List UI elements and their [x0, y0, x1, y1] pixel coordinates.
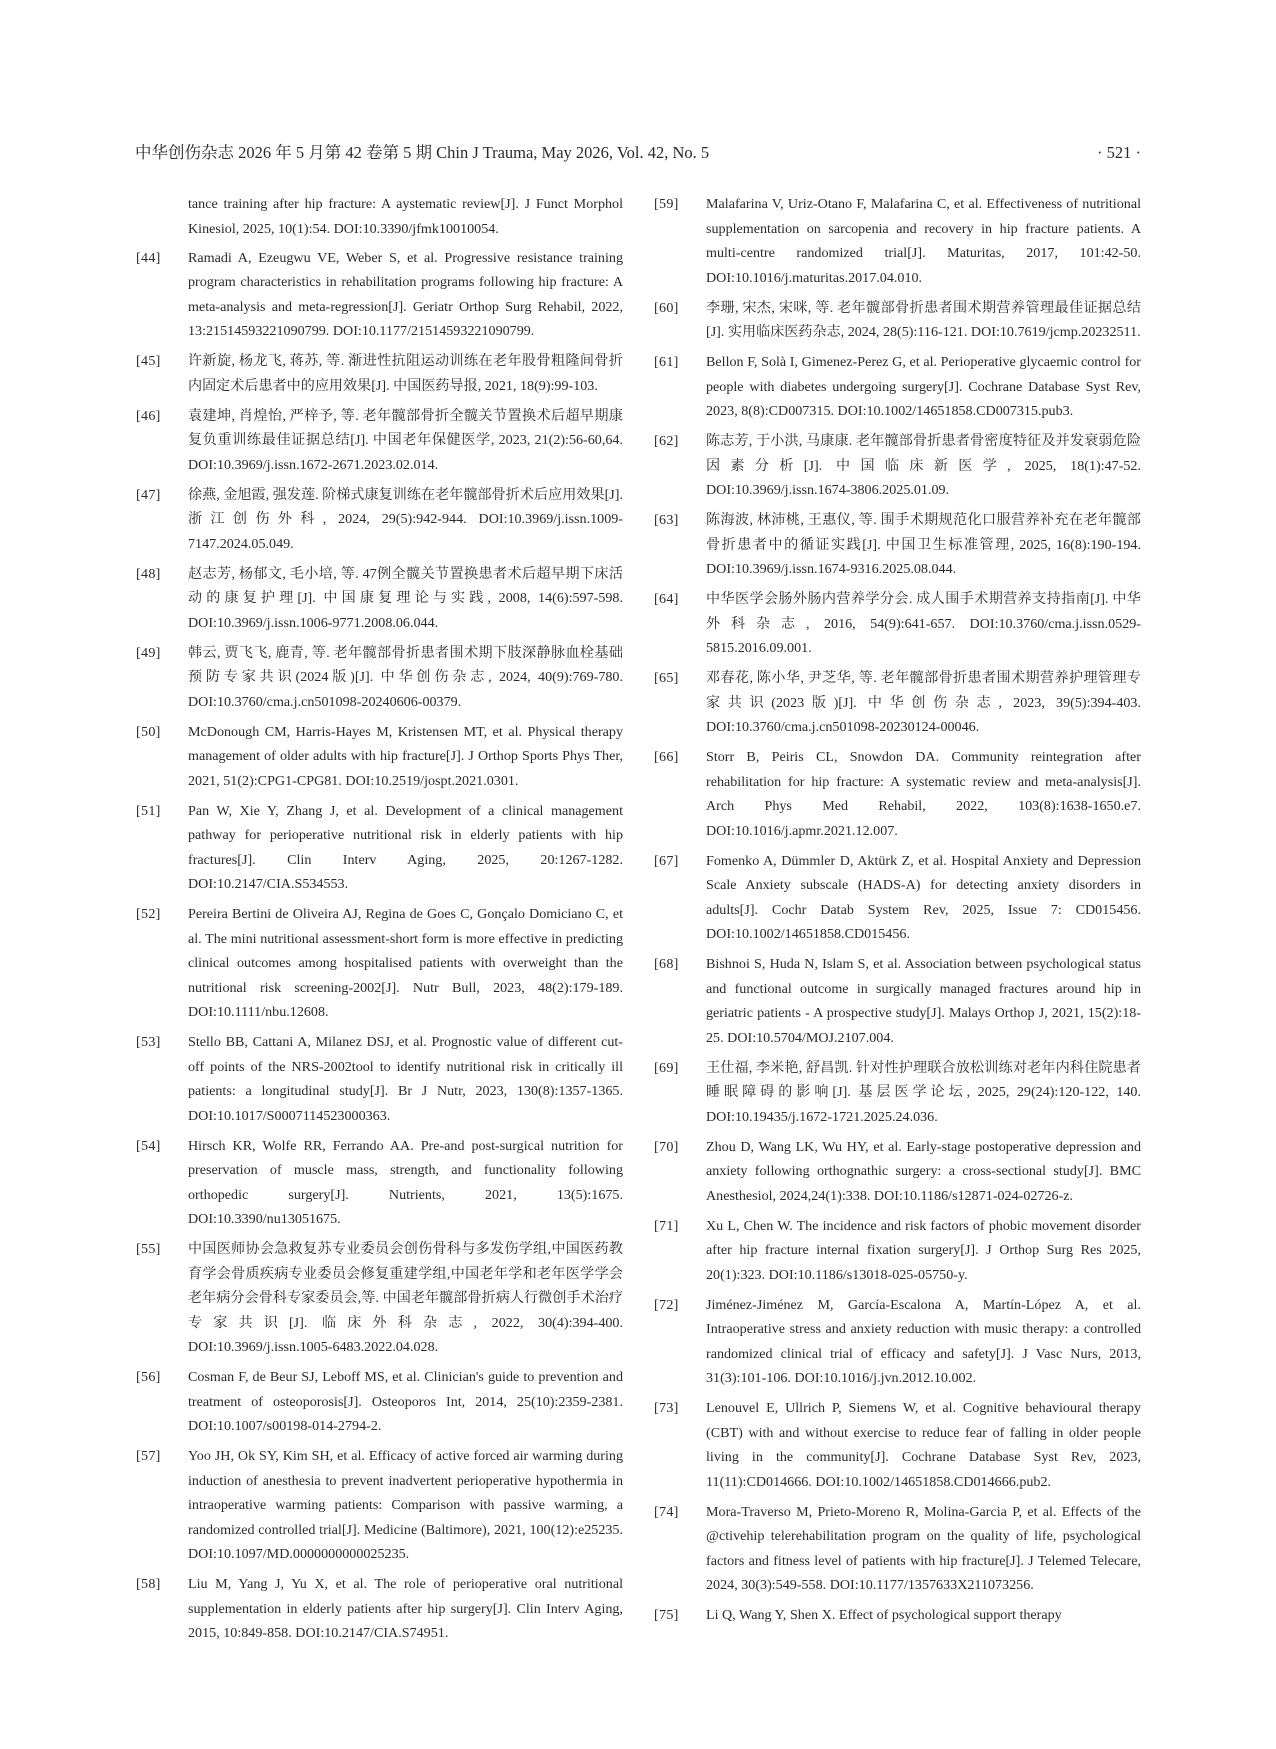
reference-item	[135, 1030, 623, 1128]
running-header	[135, 138, 1141, 168]
reference-column-left	[135, 192, 623, 1651]
reference-number: [59]	[654, 196, 679, 212]
reference-number: [65]	[654, 670, 679, 686]
reference-text: 陈海波, 林沛桃, 王惠仪, 等. 围手术期规范化口服营养补充在老年髋部骨折患者中的循证实践[J]. 中国卫生标准管理, 2025, 16(8):190-194. DOI:10.3969/j.issn.1674-9316.2025.08.044.	[706, 512, 1141, 577]
reference-item	[653, 429, 1141, 503]
reference-number: [57]	[136, 1448, 161, 1464]
reference-item	[653, 849, 1141, 947]
reference-text: Zhou D, Wang LK, Wu HY, et al. Early-stage postoperative depression and anxiety following orthognathic surgery: a cross-sectional study[J]. BMC Anesthesiol, 2024,24(1):338. DOI:10.1186/s12871-024-02726-z.	[706, 1138, 1141, 1204]
reference-text: Bellon F, Solà I, Gimenez-Perez G, et al. Perioperative glycaemic control for people with diabetes undergoing surgery[J]. Cochrane Database Syst Rev, 2023, 8(8):CD007315. DOI:10.1002/14651858.CD007315.pub3.	[706, 354, 1141, 419]
reference-number: [56]	[136, 1369, 161, 1385]
reference-number: [75]	[654, 1607, 679, 1623]
reference-item	[653, 666, 1141, 740]
reference-text: 韩云, 贾飞飞, 鹿青, 等. 老年髋部骨折患者围术期下肢深静脉血栓基础预防专家共识(2024版)[J]. 中华创伤杂志, 2024, 40(9):769-780. DOI:10.3760/cma.j.cn501098-20240606-00379.	[188, 644, 623, 710]
reference-item	[135, 562, 623, 636]
reference-number: [63]	[654, 512, 679, 528]
reference-number: [58]	[136, 1576, 161, 1592]
reference-text: McDonough CM, Harris-Hayes M, Kristensen MT, et al. Physical therapy management of older adults with hip fracture[J]. J Orthop Sports Phys Ther, 2021, 51(2):CPG1-CPG81. DOI:10.2519/jospt.2021.0301.	[188, 723, 623, 789]
reference-item	[135, 1365, 623, 1439]
reference-number: [69]	[654, 1059, 679, 1076]
reference-item	[653, 1603, 1141, 1628]
reference-number: [68]	[654, 956, 679, 972]
reference-number: [49]	[136, 644, 161, 661]
reference-text: Bishnoi S, Huda N, Islam S, et al. Association between psychological status and functional outcome in surgically managed fractures around hip in geriatric patients - A prospective study[J]. Malays Orthop J, 2021, 15(2):18-25. DOI:10.5704/MOJ.2107.004.	[706, 956, 1141, 1046]
reference-text: 许新旋, 杨龙飞, 蒋苏, 等. 渐进性抗阻运动训练在老年股骨粗隆间骨折内固定术后患者中的应用效果[J]. 中国医药导报, 2021, 18(9):99-103.	[188, 353, 623, 394]
reference-item	[135, 1237, 623, 1360]
reference-number: [64]	[654, 591, 679, 607]
reference-text: Fomenko A, Dümmler D, Aktürk Z, et al. Hospital Anxiety and Depression Scale Anxiety subscale (HADS-A) for detecting anxiety disorders in adults[J]. Cochr Datab System Rev, 2025, Issue 7: CD015456. DOI:10.1002/14651858.CD015456.	[706, 852, 1141, 942]
reference-item	[135, 799, 623, 897]
reference-number: [54]	[136, 1137, 161, 1154]
reference-number: [48]	[136, 565, 161, 582]
reference-number: [60]	[654, 299, 679, 316]
reference-number: [55]	[136, 1241, 161, 1257]
reference-item	[653, 296, 1141, 345]
reference-number: [70]	[654, 1138, 679, 1155]
reference-item	[135, 641, 623, 715]
reference-number: [44]	[136, 249, 161, 266]
reference-item	[135, 349, 623, 398]
reference-text: Pan W, Xie Y, Zhang J, et al. Development of a clinical management pathway for perioperative nutritional risk in elderly patients with hip fractures[J]. Clin Interv Aging, 2025, 20:1267-1282. DOI:10.2147/CIA.S534553.	[188, 802, 623, 892]
reference-number: [46]	[136, 407, 161, 424]
reference-text: Liu M, Yang J, Yu X, et al. The role of perioperative oral nutritional supplementation in elderly patients after hip surgery[J]. Clin Interv Aging, 2015, 10:849-858. DOI:10.2147/CIA.S74951.	[188, 1576, 623, 1641]
reference-item	[653, 1135, 1141, 1209]
reference-item	[135, 1572, 623, 1646]
reference-text: 王仕福, 李米艳, 舒昌凯. 针对性护理联合放松训练对老年内科住院患者睡眠障碍的影响[J]. 基层医学论坛, 2025, 29(24):120-122, 140. DOI:10.19435/j.1672-1721.2025.24.036.	[706, 1059, 1141, 1125]
reference-text: 李珊, 宋杰, 宋咪, 等. 老年髋部骨折患者围术期营养管理最佳证据总结[J]. 实用临床医药杂志, 2024, 28(5):116-121. DOI:10.7619/jcmp.20232511.	[706, 299, 1141, 340]
reference-number: [66]	[654, 749, 679, 765]
reference-number: [50]	[136, 723, 161, 740]
journal-citation-header: 中华创伤杂志 2026 年 5 月第 42 卷第 5 期 Chin J Trauma, May 2026, Vol. 42, No. 5	[135, 143, 710, 162]
reference-number: [73]	[654, 1400, 679, 1416]
reference-item	[653, 350, 1141, 424]
reference-item	[653, 1214, 1141, 1288]
reference-number: [62]	[654, 433, 679, 449]
reference-number: [51]	[136, 802, 161, 819]
reference-text: 赵志芳, 杨郁文, 毛小培, 等. 47例全髋关节置换患者术后超早期下床活动的康复护理[J]. 中国康复理论与实践, 2008, 14(6):597-598. DOI:10.3969/j.issn.1006-9771.2008.06.044.	[188, 565, 623, 631]
reference-text: 中国医师协会急救复苏专业委员会创伤骨科与多发伤学组,中国医药教育学会骨质疾病专业委员会修复重建学组,中国老年学和老年医学学会老年病分会骨科专家委员会,等. 中国老年髋部骨折病人行微创手术治疗专家共识[J]. 临床外科杂志, 2022, 30(4):394-400. DOI:10.3969/j.issn.1005-6483.2022.04.028.	[188, 1241, 623, 1355]
reference-number: [72]	[654, 1296, 679, 1313]
reference-text: Jiménez-Jiménez M, García-Escalona A, Martín-López A, et al. Intraoperative stress and anxiety reduction with music therapy: a controlled randomized clinical trial of efficacy and safety[J]. J Vasc Nurs, 2013, 31(3):101-106. DOI:10.1016/j.jvn.2012.10.002.	[706, 1296, 1141, 1386]
reference-column-right	[653, 192, 1141, 1633]
reference-item	[653, 1293, 1141, 1391]
reference-item	[653, 508, 1141, 582]
reference-number: [47]	[136, 486, 161, 503]
reference-text: Mora-Traverso M, Prieto-Moreno R, Molina-Garcia P, et al. Effects of the @ctivehip telerehabilitation program on the quality of life, psychological factors and fitness level of patients with hip fracture[J]. J Telemed Telecare, 2024, 30(3):549-558. DOI:10.1177/1357633X211073256.	[706, 1503, 1141, 1593]
reference-text: 袁建坤, 肖煌怡, 严梓予, 等. 老年髋部骨折全髋关节置换术后超早期康复负重训练最佳证据总结[J]. 中国老年保健医学, 2023, 21(2):56-60,64. DOI:10.3969/j.issn.1672-2671.2023.02.014.	[188, 407, 623, 473]
reference-text: Xu L, Chen W. The incidence and risk factors of phobic movement disorder after hip fracture internal fixation surgery[J]. J Orthop Surg Res 2025, 20(1):323. DOI:10.1186/s13018-025-05750-y.	[706, 1217, 1141, 1283]
reference-number: [67]	[654, 852, 679, 869]
reference-text: 徐燕, 金旭霞, 强发莲. 阶梯式康复训练在老年髋部骨折术后应用效果[J]. 浙江创伤外科, 2024, 29(5):942-944. DOI:10.3969/j.issn.1009-7147.2024.05.049.	[188, 486, 623, 552]
reference-item	[135, 404, 623, 478]
reference-text: Ramadi A, Ezeugwu VE, Weber S, et al. Progressive resistance training program characteristics in rehabilitation programs following hip fracture: A meta-analysis and meta-regression[J]. Geriatr Orthop Surg Rehabil, 2022, 13:21514593221090799. DOI:10.1177/21514593221090799.	[188, 249, 623, 339]
reference-text: Storr B, Peiris CL, Snowdon DA. Community reintegration after rehabilitation for hip fracture: A systematic review and meta-analysis[J]. Arch Phys Med Rehabil, 2022, 103(8):1638-1650.e7. DOI:10.1016/j.apmr.2021.12.007.	[706, 749, 1141, 839]
reference-number: [53]	[136, 1034, 161, 1050]
reference-item	[135, 1444, 623, 1567]
reference-item	[135, 483, 623, 557]
reference-number: [61]	[654, 354, 679, 370]
reference-item	[653, 587, 1141, 661]
reference-item	[135, 246, 623, 344]
reference-text: tance training after hip fracture: A aystematic review[J]. J Funct Morphol Kinesiol, 2025, 10(1):54. DOI:10.3390/jfmk10010054.	[188, 196, 623, 237]
reference-text: Pereira Bertini de Oliveira AJ, Regina de Goes C, Gonçalo Domiciano C, et al. The mini nutritional assessment-short form is more effective in predicting clinical outcomes among hospitalised patients with overweight than the nutritional risk screening-2002[J]. Nutr Bull, 2023, 48(2):179-189. DOI:10.1111/nbu.12608.	[188, 906, 623, 1020]
reference-text: 陈志芳, 于小洪, 马康康. 老年髋部骨折患者骨密度特征及并发衰弱危险因素分析[J]. 中国临床新医学, 2025, 18(1):47-52. DOI:10.3969/j.issn.1674-3806.2025.01.09.	[706, 433, 1141, 498]
reference-number: [71]	[654, 1217, 679, 1234]
reference-text: Cosman F, de Beur SJ, Leboff MS, et al. Clinician's guide to prevention and treatment of osteoporosis[J]. Osteoporos Int, 2014, 25(10):2359-2381. DOI:10.1007/s00198-014-2794-2.	[188, 1369, 623, 1434]
reference-item	[653, 745, 1141, 843]
reference-item	[653, 952, 1141, 1050]
reference-text: Lenouvel E, Ullrich P, Siemens W, et al. Cognitive behavioural therapy (CBT) with and without exercise to reduce fear of falling in older people living in the community[J]. Cochrane Database Syst Rev, 2023, 11(11):CD014666. DOI:10.1002/14651858.CD014666.pub2.	[706, 1400, 1141, 1490]
reference-item	[653, 1396, 1141, 1494]
reference-item	[135, 902, 623, 1025]
page-number: · 521 ·	[1097, 143, 1141, 162]
reference-item	[135, 1134, 623, 1232]
reference-number: [45]	[136, 353, 161, 369]
reference-item	[653, 192, 1141, 290]
reference-number: [52]	[136, 906, 161, 922]
reference-item	[135, 192, 623, 241]
reference-item	[653, 1500, 1141, 1598]
reference-text: Li Q, Wang Y, Shen X. Effect of psychological support therapy	[706, 1607, 1062, 1623]
reference-text: 中华医学会肠外肠内营养学分会. 成人围手术期营养支持指南[J]. 中华外科杂志, 2016, 54(9):641-657. DOI:10.3760/cma.j.issn.0529-5815.2016.09.001.	[706, 591, 1141, 656]
reference-text: Malafarina V, Uriz-Otano F, Malafarina C, et al. Effectiveness of nutritional supplementation on sarcopenia and recovery in hip fracture patients. A multi-centre randomized trial[J]. Maturitas, 2017, 101:42-50. DOI:10.1016/j.maturitas.2017.04.010.	[706, 196, 1141, 286]
reference-text: 邓春花, 陈小华, 尹芝华, 等. 老年髋部骨折患者围术期营养护理管理专家共识(2023版)[J]. 中华创伤杂志, 2023, 39(5):394-403. DOI:10.3760/cma.j.cn501098-20230124-00046.	[706, 670, 1141, 735]
reference-item	[653, 1056, 1141, 1130]
reference-item	[135, 720, 623, 794]
reference-text: Yoo JH, Ok SY, Kim SH, et al. Efficacy of active forced air warming during induction of anesthesia to prevent inadvertent perioperative hypothermia in intraoperative warming patients: Comparison with passive warming, a randomized controlled trial[J]. Medicine (Baltimore), 2021, 100(12):e25235. DOI:10.1097/MD.0000000000025235.	[188, 1448, 623, 1562]
reference-number: [74]	[654, 1503, 679, 1520]
reference-text: Hirsch KR, Wolfe RR, Ferrando AA. Pre-and post-surgical nutrition for preservation of muscle mass, strength, and functionality following orthopedic surgery[J]. Nutrients, 2021, 13(5):1675. DOI:10.3390/nu13051675.	[188, 1137, 623, 1227]
reference-text: Stello BB, Cattani A, Milanez DSJ, et al. Prognostic value of different cut-off points of the NRS-2002tool to identify nutritional risk in critically ill patients: a longitudinal study[J]. Br J Nutr, 2023, 130(8):1357-1365. DOI:10.1017/S0007114523000363.	[188, 1034, 623, 1124]
